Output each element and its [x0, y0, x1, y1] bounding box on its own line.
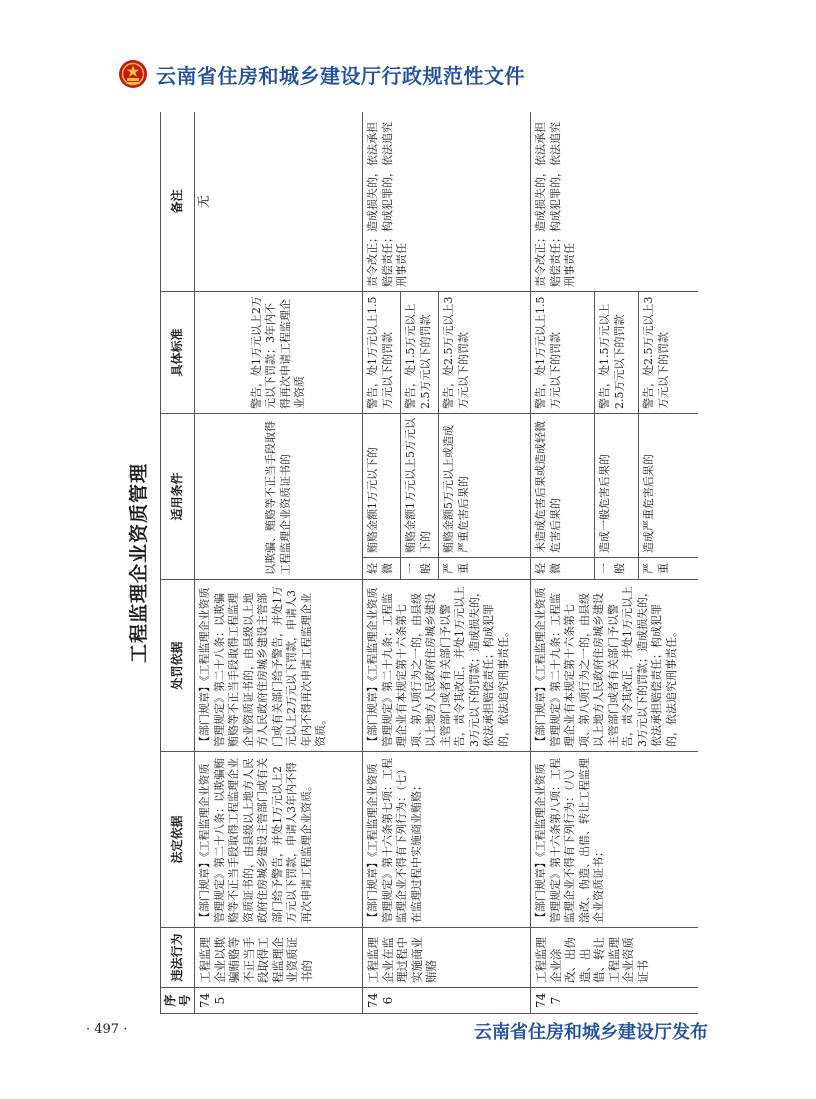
specific-standard: 警告，处1.5万元以上2.5万元以下的罚款 — [401, 291, 439, 413]
applicable-condition: 以欺骗、贿赂等不正当手段取得工程监理企业资质证书的 — [195, 413, 363, 579]
table-header-row — [161, 112, 195, 1014]
footer-publisher: 云南省住房和城乡建设厅发布 — [474, 1022, 708, 1043]
severity-level: 一般 — [595, 558, 639, 580]
specific-standard: 警告，处1万元以上2万元以下罚款；3年内不得再次申请工程监理企业资质 — [195, 291, 363, 413]
col-header-penalty: 处罚依据 — [161, 580, 195, 752]
penalty-basis: 【部门规章】《工程监理企业资质管理规定》第二十九条：工程监理企业有本规定第十六条第七项、第八项行为之一的，由县级以上地方人民政府住房城乡建设主管部门或者有关部门予以警告，责令其改正，并处1万元以上3万元以下的罚款；造成损失的，依法承担赔偿责任；构成犯罪的，依法追究刑事责任。 — [531, 580, 699, 752]
severity-level: 严重 — [439, 558, 531, 580]
severity-level: 轻微 — [531, 558, 595, 580]
specific-standard: 警告，处1万元以上1.5万元以下的罚款 — [531, 291, 595, 413]
col-header-legal: 法定依据 — [161, 752, 195, 928]
specific-standard: 警告，处2.5万元以上3万元以下的罚款 — [439, 291, 531, 413]
remark: 无 — [195, 112, 363, 291]
col-header-no: 序号 — [161, 988, 195, 1014]
header-title: 云南省住房和城乡建设厅行政规范性文件 — [156, 63, 525, 88]
table-row — [195, 112, 363, 1014]
table-row — [531, 112, 595, 1014]
applicable-condition: 贿赂金额1万元以上5万元以下的 — [401, 413, 439, 557]
row-number: 747 — [531, 988, 699, 1014]
rotated-page-content — [118, 112, 698, 1014]
severity-level: 严重 — [639, 558, 699, 580]
specific-standard: 警告，处1.5万元以上2.5万元以下的罚款 — [595, 291, 639, 413]
specific-standard: 警告，处1万元以上1.5万元以下的罚款 — [363, 291, 401, 413]
penalty-basis: 【部门规章】《工程监理企业资质管理规定》第二十九条：工程监理企业有本规定第十六条第七项、第八项行为之一的，由县级以上地方人民政府住房城乡建设主管部门或者有关部门予以警告，责令其改正，并处1万元以上3万元以下的罚款；造成损失的，依法承担赔偿责任；构成犯罪的，依法追究刑事责任。 — [363, 580, 531, 752]
legal-basis: 【部门规章】《工程监理企业资质管理规定》第十六条第八项：工程监理企业不得有下列行为：（八）涂改、伪造、出借、转让工程监理企业资质证书； — [531, 752, 699, 928]
applicable-condition: 贿赂金额5万元以上或造成严重危害后果的 — [439, 413, 531, 557]
col-header-remark: 备注 — [161, 112, 195, 291]
legal-basis: 【部门规章】《工程监理企业资质管理规定》第十六条第七项：工程监理企业不得有下列行为：（七）在监理过程中实施商业贿赂； — [363, 752, 531, 928]
national-emblem-icon — [118, 59, 148, 89]
col-header-condition: 适用条件 — [161, 413, 195, 579]
violation-act: 工程监理企业在监理过程中实施商业贿赂 — [363, 928, 531, 988]
severity-level: 一般 — [401, 558, 439, 580]
violation-act: 工程监理企业涂改、出伪造、出借、转让工程监理企业资质证书 — [531, 928, 699, 988]
col-header-act: 违法行为 — [161, 928, 195, 988]
remark: 责令改正；造成损失的，依法承担赔偿责任；构成犯罪的，依法追究刑事责任 — [363, 112, 531, 291]
legal-basis: 【部门规章】《工程监理企业资质管理规定》第二十八条：以欺骗贿赂等不正当手段取得工程监理企业资质证书的，由县级以上地方人民政府住房城乡建设主管部门或有关部门给予警告，并处1万元以上2万元以下罚款，申请人3年内不得再次申请工程监理企业资质。 — [195, 752, 363, 928]
applicable-condition: 造成严重危害后果的 — [639, 413, 699, 557]
row-number: 745 — [195, 988, 363, 1014]
penalty-basis: 【部门规章】《工程监理企业资质管理规定》第二十八条：以欺骗贿赂等不正当手段取得工程监理企业资质证书的，由县级以上地方人民政府住房城乡建设主管部门或有关部门给予警告，并处1万元以上2万元以下罚款，申请人3年内不得再次申请工程监理企业资质。 — [195, 580, 363, 752]
applicable-condition: 贿赂金额1万元以下的 — [363, 413, 401, 557]
page-number: · 497 · — [86, 1022, 128, 1037]
col-header-standard: 具体标准 — [161, 291, 195, 413]
remark: 责令改正；造成损失的，依法承担赔偿责任；构成犯罪的，依法追究刑事责任 — [531, 112, 699, 291]
table-row — [363, 112, 401, 1014]
severity-level: 轻微 — [363, 558, 401, 580]
page-header — [118, 56, 525, 92]
specific-standard: 警告，处2.5万元以上3万元以下的罚款 — [639, 291, 699, 413]
row-number: 746 — [363, 988, 531, 1014]
applicable-condition: 造成一般危害后果的 — [595, 413, 639, 557]
applicable-condition: 未造成危害后果或造成轻微危害后果的 — [531, 413, 595, 557]
penalty-table — [160, 112, 698, 1014]
violation-act: 工程监理企业以欺骗贿赂等不正当手段取得工程监理企业资质证书的 — [195, 928, 363, 988]
document-title: 工程监理企业资质管理 — [128, 463, 150, 664]
